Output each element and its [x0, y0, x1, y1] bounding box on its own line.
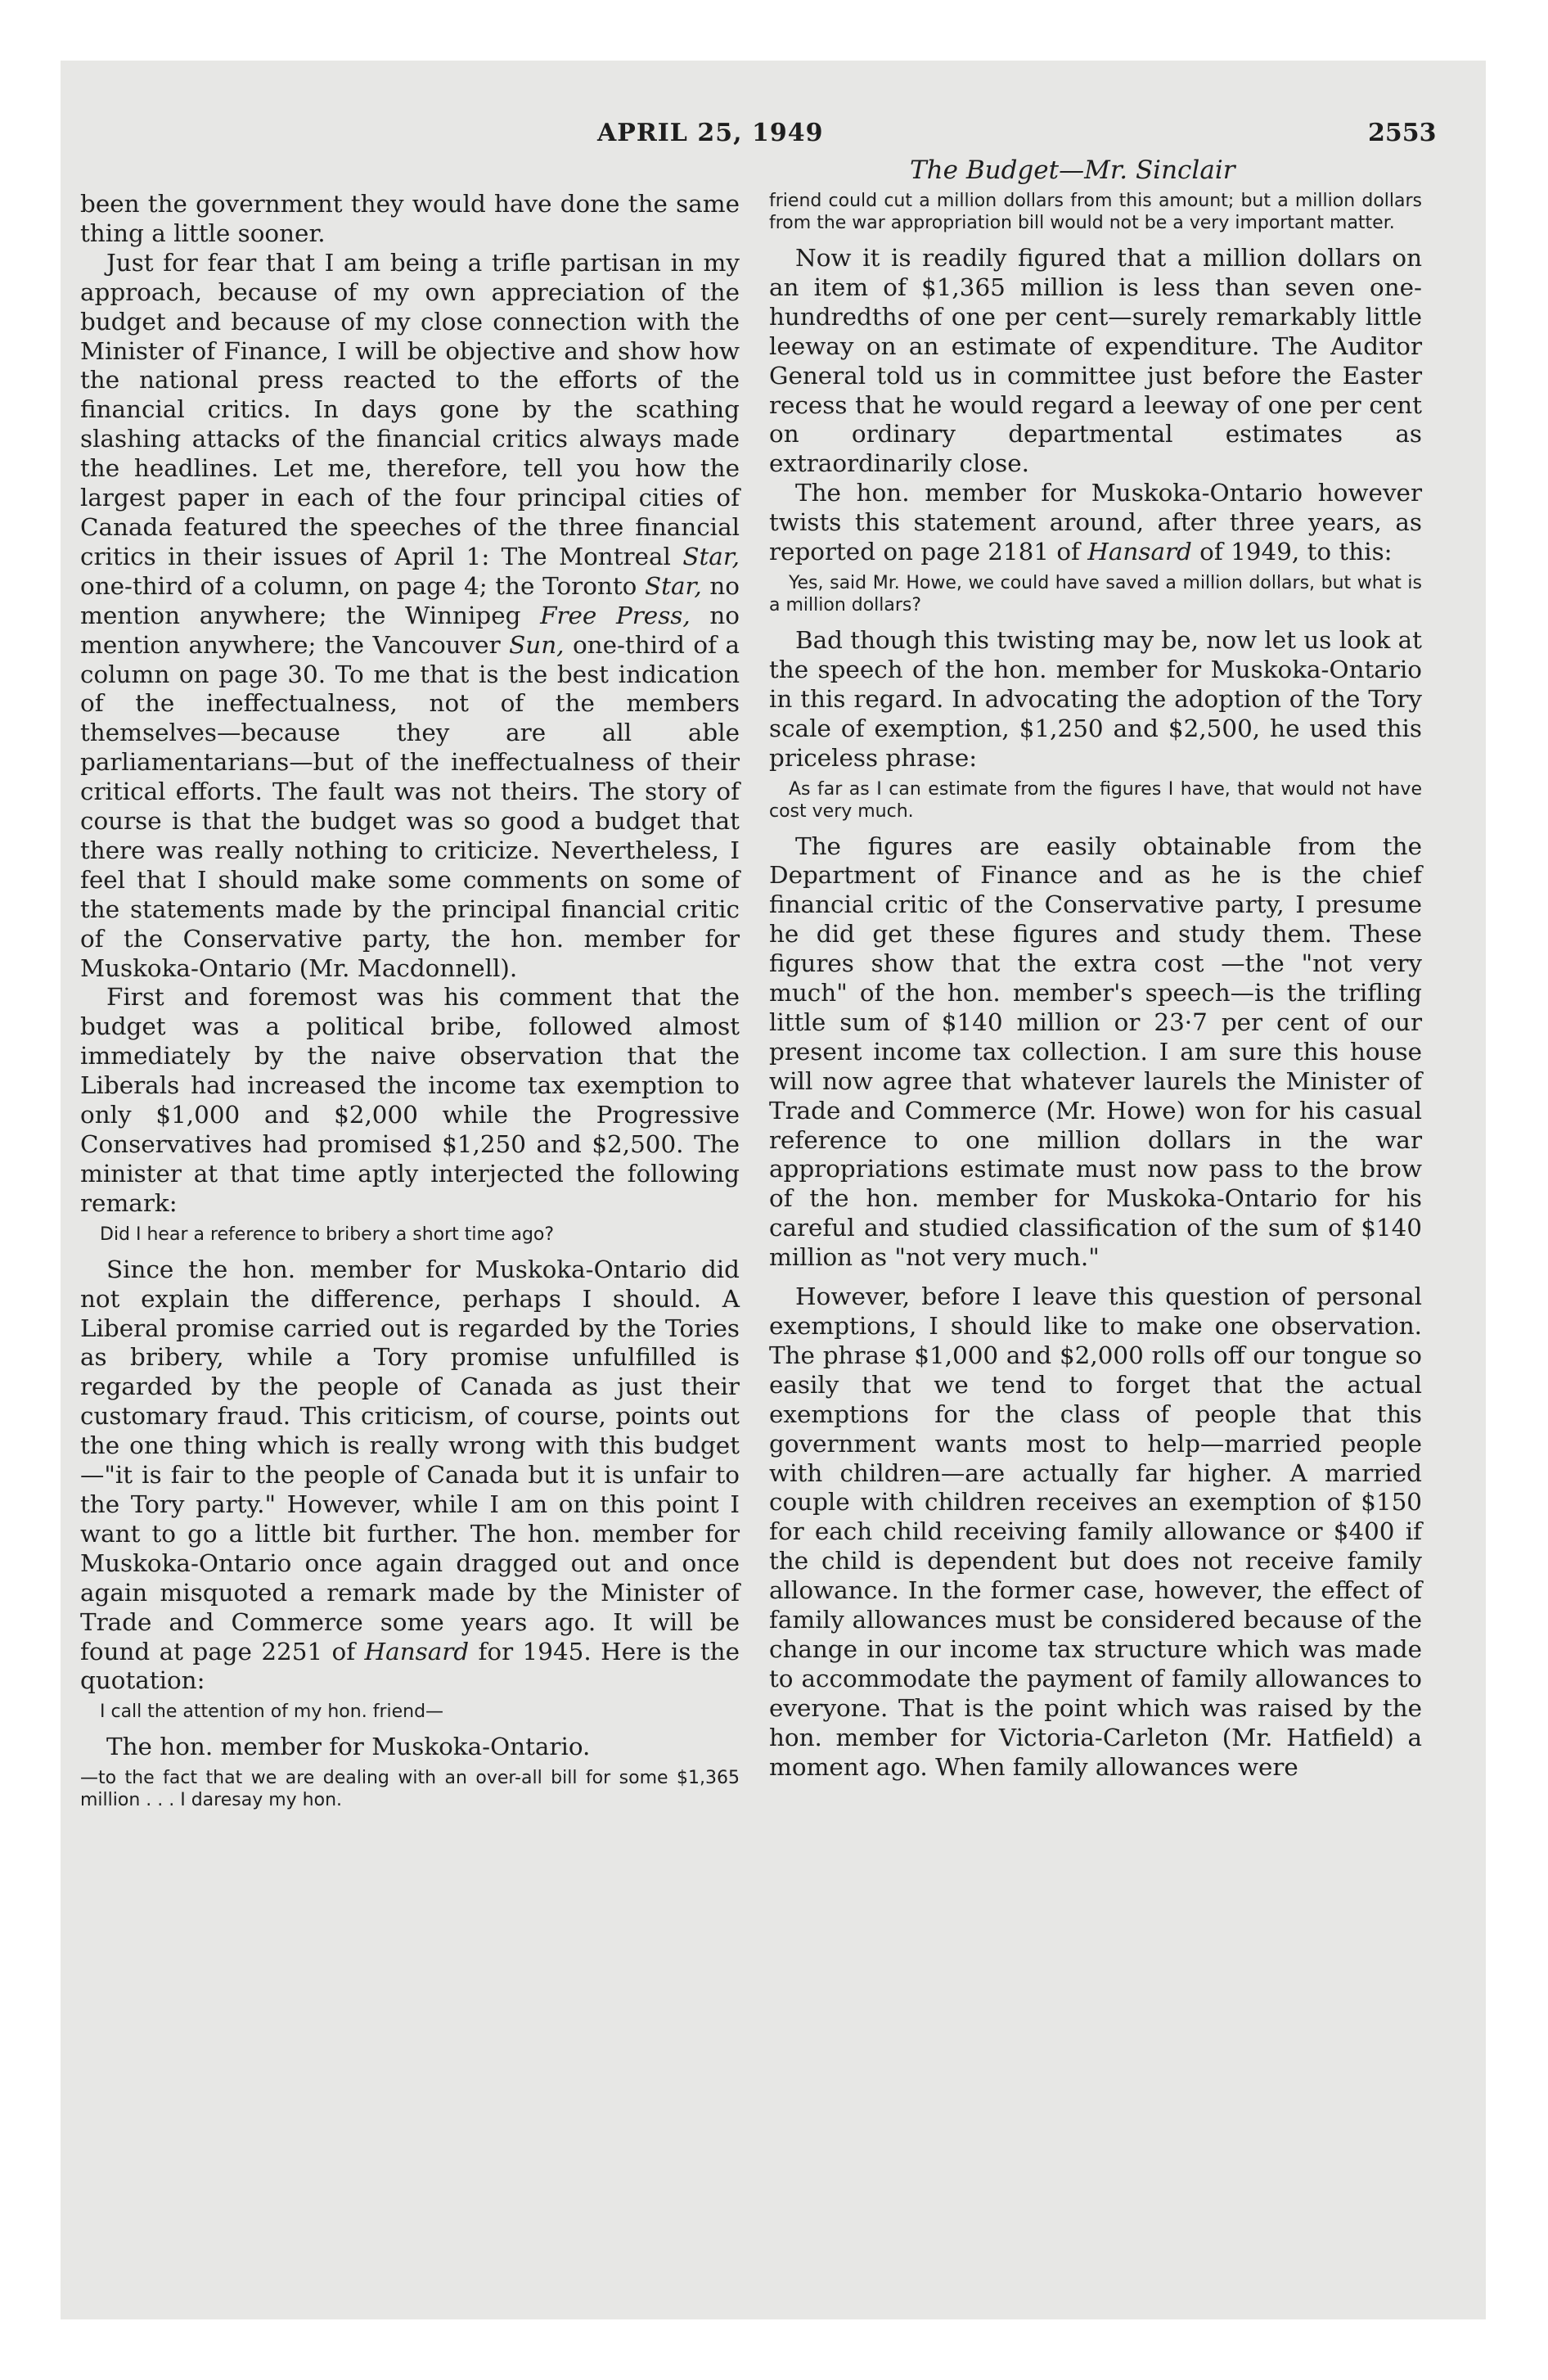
page-date: APRIL 25, 1949 [597, 119, 824, 147]
paragraph: been the government they would have done the same thing a little sooner. [80, 190, 740, 247]
newspaper-name: Sun, [509, 630, 565, 659]
publication-name: Hansard [1087, 538, 1192, 566]
newspaper-name: Star, [682, 542, 740, 570]
block-quote: As far as I can estimate from the figures I have, that would not have cost very much. [769, 778, 1422, 822]
newspaper-name: Star, [645, 571, 702, 600]
block-quote: —to the fact that we are dealing with an over-all bill for some $1,365 million . . . I daresay my hon. [80, 1768, 740, 1811]
paragraph: The figures are easily obtainable from the Department of Finance and as he is the chief financial critic of the Conservative party, I presume he did get these figures and study them. These figures show that the extra cost —the "not very much" of the hon. member's speech—is the trifling little sum of $140 million or 23·7 per cent of our present income tax collection. I am sure this house will now agree that whatever laurels the Minister of Trade and Commerce (Mr. Howe) won for his casual reference to one million dollars in the war appropriations estimate must now pass to the brow of the hon. member for Muskoka-Ontario for his careful and studied classification of the sum of $140 million as "not very much." [769, 832, 1422, 1272]
paragraph: Just for fear that I am being a trifle partisan in my approach, because of my own appreciation of the budget and because of my close connection with the Minister of Finance, I will be objective and show how the national press reacted to the efforts of the financial critics. In days gone by the scathing slashing attacks of the financial critics always made the headlines. Let me, therefore, tell you how the largest paper in each of the four principal cities of Canada featured the speeches of the three financial critics in their issues of April 1: The Montreal Star, one-third of a column, on page 4; the Toronto Star, no mention anywhere; the Winnipeg Free Press, no mention anywhere; the Vancouver Sun, one-third of a column on page 30. To me that is the best indication of the ineffectualness, not of the members themselves—because they are all able parliamentarians—but of the ineffectualness of their critical efforts. The fault was not theirs. The story of course is that the budget was so good a budget that there was really nothing to criticize. Nevertheless, I feel that I should make some comments on some of the statements made by the principal financial critic of the Conservative party, the hon. member for Muskoka-Ontario (Mr. Macdonnell). [80, 248, 740, 982]
paragraph: Now it is readily figured that a million dollars on an item of $1,365 million is less than seven one-hundredths of one per cent—surely remarkably little leeway on an estimate of expenditure. The Auditor General told us in committee just before the Easter recess that he would regard a leeway of one per cent on ordinary departmental estimates as extraordinarily close. [769, 244, 1422, 478]
paragraph: First and foremost was his comment that the budget was a political bribe, followed almost immediately by the naive observation that the Liberals had increased the income tax exemption to only $1,000 and $2,000 while the Progressive Conservatives had promised $1,250 and $2,500. The minister at that time aptly interjected the following remark: [80, 983, 740, 1217]
paragraph: Bad though this twisting may be, now let us look at the speech of the hon. member for Muskoka-Ontario in this regard. In advocating the adoption of the Tory scale of exemption, $1,250 and $2,500, he used this priceless phrase: [769, 625, 1422, 772]
page-number: 2553 [1368, 119, 1437, 147]
paragraph: The hon. member for Muskoka-Ontario however twists this statement around, after three years, as reported on page 2181 of Hansard of 1949, to this: [769, 479, 1422, 566]
block-quote: Did I hear a reference to bribery a short time ago? [100, 1224, 555, 1245]
publication-name: Hansard [364, 1637, 470, 1666]
block-quote: Yes, said Mr. Howe, we could have saved a million dollars, but what is a million dollars? [769, 572, 1422, 615]
paragraph: Since the hon. member for Muskoka-Ontario did not explain the difference, perhaps I should. A Liberal promise carried out is regarded by the Tories as bribery, while a Tory promise unfulfilled is regarded by the people of Canada as just their customary fraud. This criticism, of course, points out the one thing which is really wrong with this budget—"it is fair to the people of Canada but it is unfair to the Tory party." However, while I am on this point I want to go a little bit further. The hon. member for Muskoka-Ontario once again dragged out and once again misquoted a remark made by the Minister of Trade and Commerce some years ago. It will be found at page 2251 of Hansard for 1945. Here is the quotation: [80, 1255, 740, 1695]
left-column [80, 190, 740, 1821]
block-quote-continued: friend could cut a million dollars from this amount; but a million dollars from the war appropriation bill would not be a very important matter. [769, 191, 1422, 233]
block-quote: I call the attention of my hon. friend— [100, 1702, 444, 1723]
paragraph: However, before I leave this question of personal exemptions, I should like to make one observation. The phrase $1,000 and $2,000 rolls off our tongue so easily that we tend to forget that the actual exemptions for the class of people that this government wants most to help—married people with children—are actually far higher. A married couple with children receives an exemption of $150 for each child receiving family allowance or $400 if the child is dependent but does not receive family allowance. In the former case, however, the effect of family allowances must be considered because of the change in our income tax structure which was made to accommodate the payment of family allowances to everyone. That is the point which was raised by the hon. member for Victoria-Carleton (Mr. Hatfield) a moment ago. When family allowances were [769, 1282, 1422, 1781]
interjection: The hon. member for Muskoka-Ontario. [106, 1733, 591, 1761]
newspaper-name: Free Press, [540, 601, 691, 629]
page-subject-heading: The Budget—Mr. Sinclair [910, 156, 1235, 185]
right-column [769, 190, 1422, 1783]
